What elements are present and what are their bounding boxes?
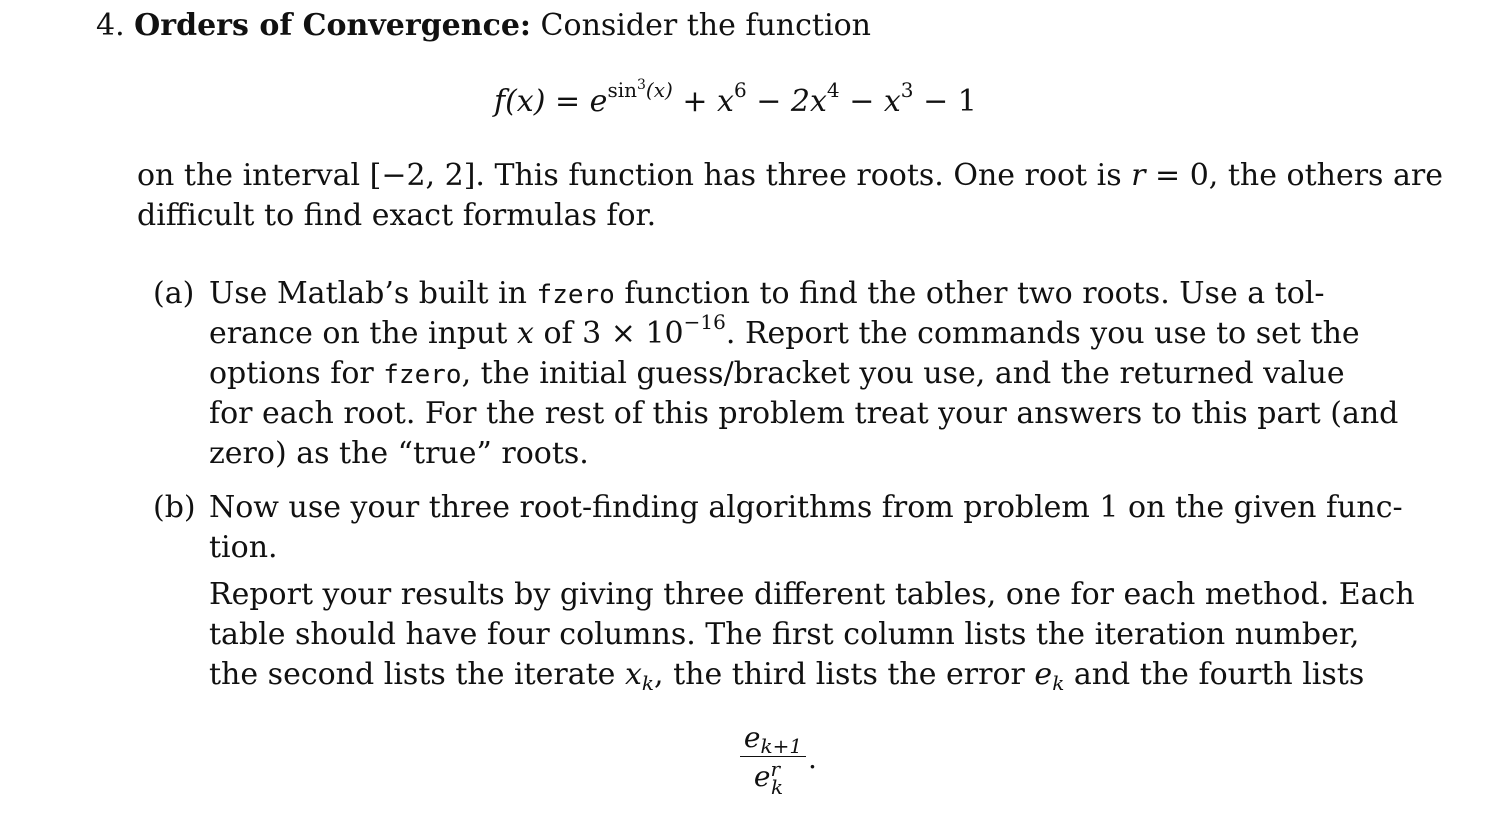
part-b-label: (b) xyxy=(153,490,196,525)
part-a-line2: erance on the input x of $3 \times 10^{-16}$. Report the commands you use to set the xyxy=(209,310,1360,351)
part-b-line4: table should have four columns. The first column lists the iteration number, xyxy=(209,617,1360,652)
intro-paragraph-line2: difficult to find exact formulas for. xyxy=(137,198,657,233)
part-b-line2: tion. xyxy=(209,530,278,565)
eq-term-x6: + x xyxy=(682,84,734,119)
part-a-label: (a) xyxy=(153,276,195,311)
problem-heading xyxy=(96,6,871,46)
eq-exponent: sin3(x) xyxy=(607,77,673,102)
part-b-line1: Now use your three root-finding algorithms from problem 1 on the given func- xyxy=(209,490,1403,525)
eq-term-1: − 1 xyxy=(923,84,977,119)
fraction-numerator: $e_{k+1}$ xyxy=(743,721,803,758)
part-b-line5: the second lists the iterate $x_k$, the third lists the error $e_k$ and the fourth lists xyxy=(209,657,1365,695)
part-a-line4: for each root. For the rest of this problem treat your answers to this part (and xyxy=(209,396,1399,431)
part-a-line3: options for fzero, the initial guess/bracket you use, and the returned value xyxy=(209,356,1345,391)
problem-number: 4. xyxy=(96,8,125,43)
convergence-ratio-fraction xyxy=(738,720,808,797)
eq-pow-6: 6 xyxy=(733,78,747,102)
code-fzero: fzero xyxy=(383,360,462,390)
eq-equals: = xyxy=(554,84,581,119)
eq-term-x3: − x xyxy=(849,84,901,119)
intro-paragraph-line1: on the interval [−2, 2]. This function has three roots. One root is r = 0, the others are xyxy=(137,158,1443,193)
function-equation xyxy=(494,77,977,122)
part-b-line3: Report your results by giving three different tables, one for each method. Each xyxy=(209,577,1415,612)
eq-base: e xyxy=(589,84,608,119)
eq-pow-4: 4 xyxy=(826,78,840,102)
eq-lhs: f(x) xyxy=(494,84,546,119)
fraction-denominator: $e^r_k$ xyxy=(753,757,784,799)
part-a-line1: Use Matlab’s built in fzero function to find the other two roots. Use a tol- xyxy=(209,276,1325,311)
part-a-line5: zero) as the “true” roots. xyxy=(209,436,589,471)
eq-pow-3: 3 xyxy=(900,78,914,102)
code-fzero: fzero xyxy=(536,280,615,310)
problem-title: Orders of Convergence: xyxy=(134,8,531,43)
problem-intro: Consider the function xyxy=(540,8,871,43)
eq-term-2x4: − 2x xyxy=(756,84,827,119)
fraction-period: . xyxy=(808,742,817,775)
